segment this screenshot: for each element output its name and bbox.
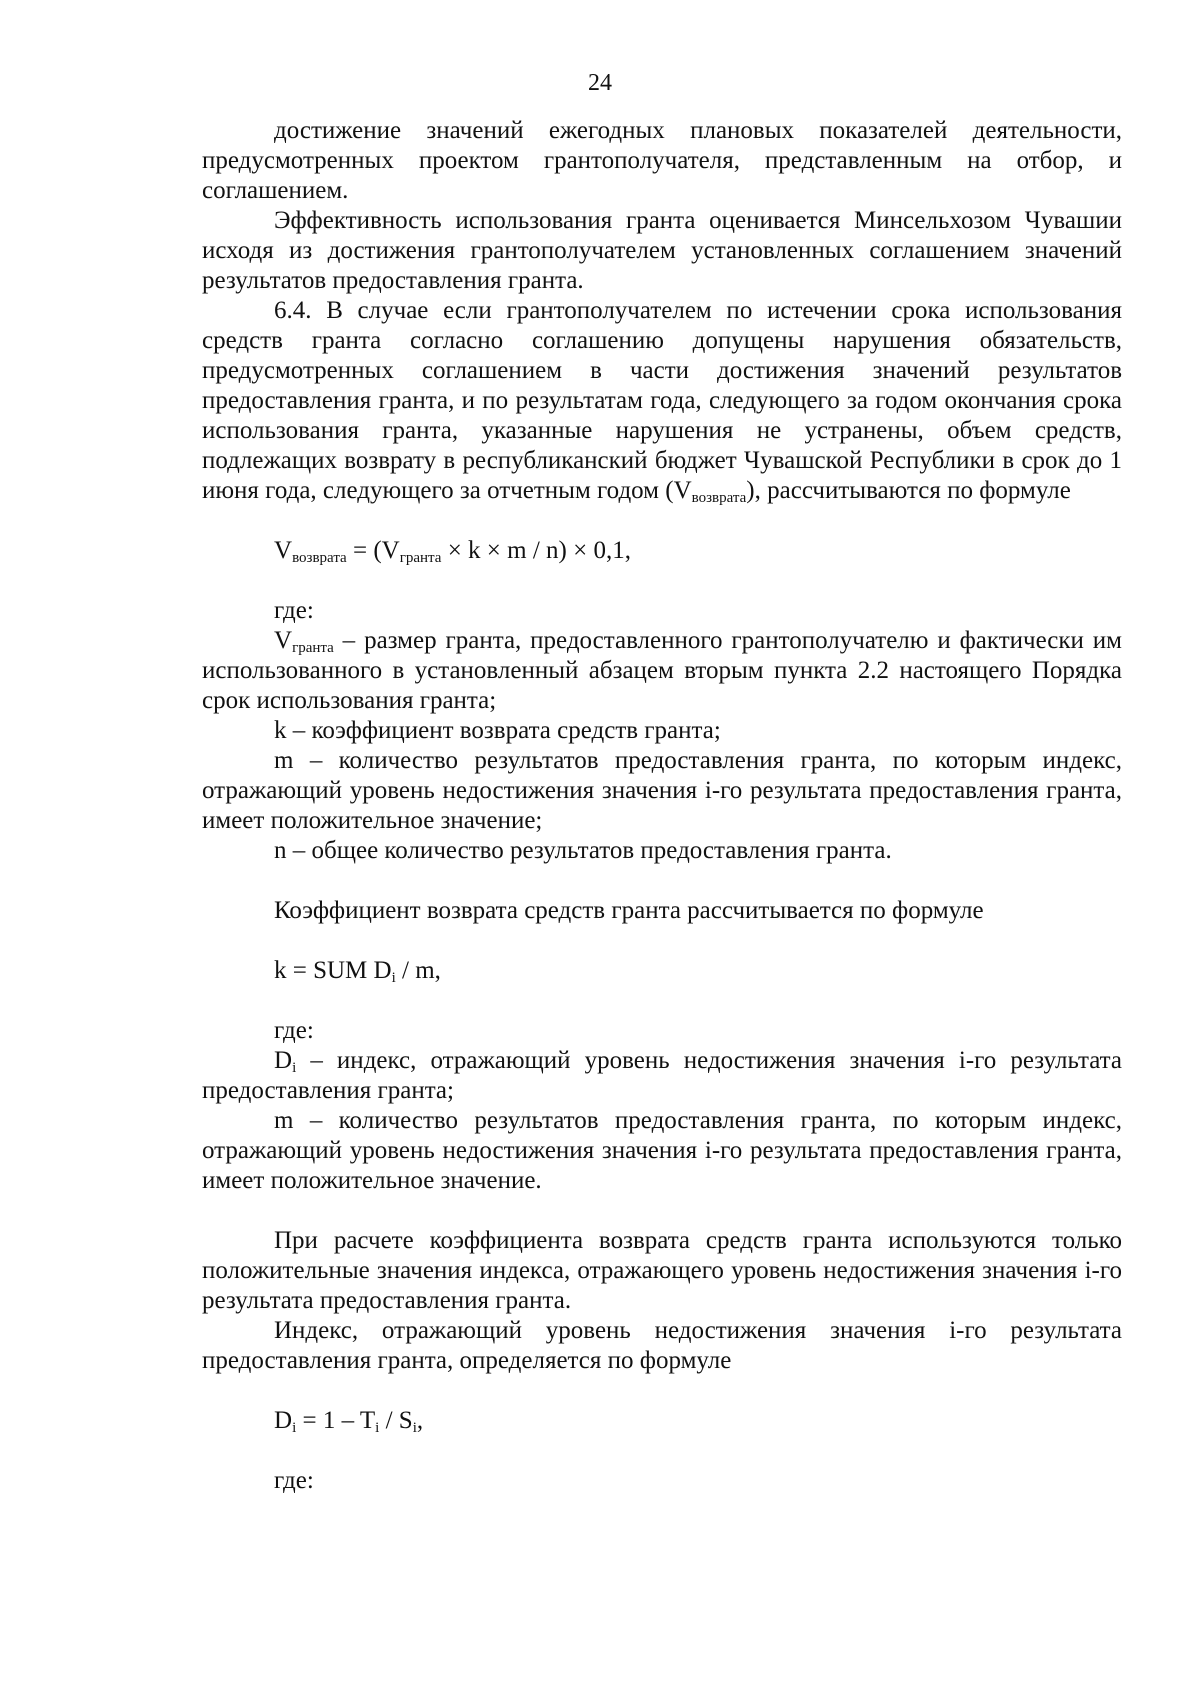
paragraph-continuation: достижение значений ежегодных плановых показателей деятельности, предусмотренных проектом грантополучателя, представленным на отбор, и соглашением. — [202, 117, 1122, 204]
definition-symbol: D — [274, 1047, 293, 1074]
formula-symbol: = (V — [346, 537, 400, 564]
formula-k — [202, 956, 1122, 986]
subscript-vozvrata: возврата — [691, 490, 747, 506]
formula-v-vozvrata — [202, 536, 1122, 566]
paragraph-index: Индекс, отражающий уровень недостижения значения i-го результата предоставления гранта, определяется по формуле — [202, 1317, 1122, 1374]
page-number: 24 — [588, 70, 612, 96]
definition-d — [202, 1046, 1122, 1106]
paragraph-6-4-end: ), рассчитываются по формуле — [746, 477, 1071, 504]
paragraph-positive-values: При расчете коэффициента возврата средств гранта используются только положительные значения индекса, отражающего уровень недостижения значения i-го результата предоставления гранта. — [202, 1227, 1122, 1314]
formula-symbol: = 1 – T — [296, 1407, 376, 1434]
where-label: где: — [274, 597, 314, 624]
definition-m: m – количество результатов предоставления гранта, по которым индекс, отражающий уровень недостижения значения i-го результата предоставления гранта, имеет положительное значение; — [202, 747, 1122, 834]
document-body — [202, 116, 1122, 1496]
formula-subscript: i — [412, 1420, 417, 1436]
formula-symbol: / m, — [395, 957, 441, 984]
definition-symbol: V — [274, 627, 293, 654]
formula-subscript: i — [292, 1420, 297, 1436]
formula-d — [202, 1406, 1122, 1436]
paragraph-effectiveness: Эффективность использования гранта оценивается Минсельхозом Чувашии исходя из достижения грантополучателем установленных соглашением значений результатов предоставления гранта. — [202, 207, 1122, 294]
paragraph-6-4-text: 6.4. В случае если грантополучателем по истечении срока использования средств гранта согласно соглашению допущены нарушения обязательств, предусмотренных соглашением в части достижения значений результатов предоставления гранта, и по результатам года, следующего за годом окончания срока использования гранта, указанные нарушения не устранены, объем средств, подлежащих возврату в республиканский бюджет Чувашской Республики в срок до 1 июня года, следующего за отчетным годом (V — [202, 297, 1122, 504]
where-label-3: где: — [274, 1467, 314, 1494]
formula-subscript: i — [391, 970, 396, 986]
formula-subscript: гранта — [399, 550, 442, 566]
formula-symbol: V — [274, 537, 293, 564]
definition-text: – индекс, отражающий уровень недостижения значения i-го результата предоставления гранта; — [202, 1047, 1122, 1104]
formula-symbol: / S — [379, 1407, 413, 1434]
formula-symbol: , — [416, 1407, 424, 1434]
definition-k: k – коэффициент возврата средств гранта; — [274, 717, 721, 744]
paragraph-coefficient: Коэффициент возврата средств гранта рассчитывается по формуле — [274, 897, 984, 924]
definition-text: – размер гранта, предоставленного грантополучателю и фактически им использованного в установленный абзацем вторым пункта 2.2 настоящего Порядка срок использования гранта; — [202, 627, 1122, 714]
definition-subscript: i — [292, 1060, 297, 1076]
formula-symbol: k = SUM D — [274, 957, 392, 984]
formula-subscript: возврата — [292, 550, 347, 566]
definition-n: n – общее количество результатов предоставления гранта. — [274, 837, 892, 864]
formula-symbol: D — [274, 1407, 293, 1434]
definition-subscript: гранта — [292, 640, 334, 656]
definition-m-2: m – количество результатов предоставления гранта, по которым индекс, отражающий уровень недостижения значения i-го результата предоставления гранта, имеет положительное значение. — [202, 1107, 1122, 1194]
formula-subscript: i — [375, 1420, 380, 1436]
paragraph-6-4 — [202, 296, 1122, 506]
formula-symbol: × k × m / n) × 0,1, — [441, 537, 631, 564]
where-label-2: где: — [274, 1017, 314, 1044]
definition-v-granta — [202, 626, 1122, 716]
